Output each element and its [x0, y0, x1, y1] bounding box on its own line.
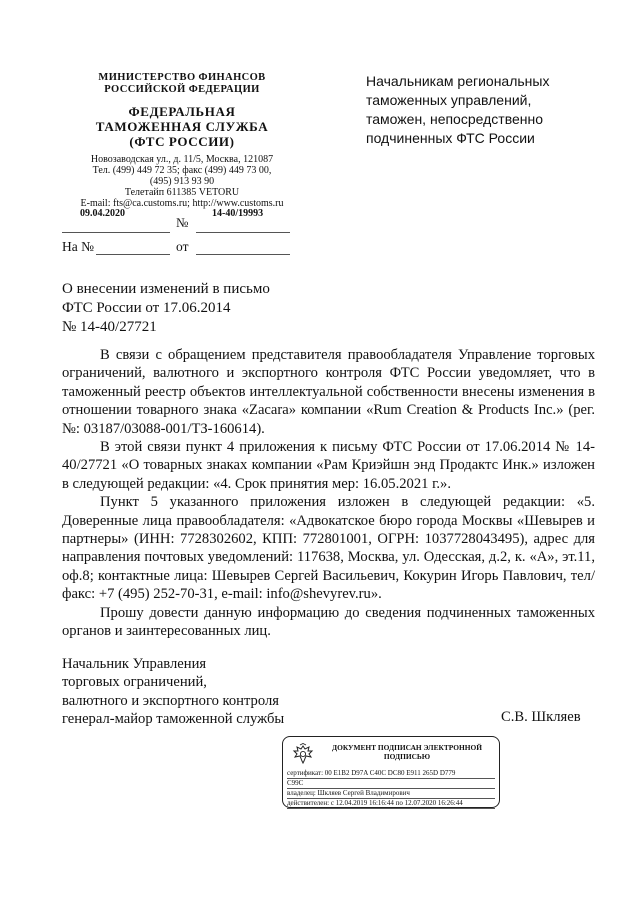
teletype-line: Телетайп 611385 VETORU	[124, 187, 240, 198]
number-underline	[196, 232, 290, 233]
validity-line: действителен: с 12.04.2019 16:16:44 по 12.07.2020 16:26:44	[287, 799, 495, 809]
addressee-line: таможенных управлений,	[366, 92, 532, 108]
signatory-line: валютного и экспортного контроля	[62, 692, 279, 709]
contact-block	[58, 154, 306, 209]
letter-number: 14-40/19993	[212, 208, 264, 219]
stamp-title	[321, 743, 493, 761]
service-line: ТАМОЖЕННАЯ СЛУЖБА	[95, 119, 269, 134]
addressee-line: таможен, непосредственно	[366, 111, 544, 127]
ministry-line: РОССИЙСКОЙ ФЕДЕРАЦИИ	[104, 84, 260, 95]
certificate-line: сертификат: 00 E1B2 D97A C40C DC80 E911 265D D779	[287, 769, 495, 779]
addressee-block	[366, 72, 606, 148]
ref-underline	[96, 254, 170, 255]
service-line: ФЕДЕРАЛЬНАЯ	[128, 104, 236, 119]
signatory-line: генерал-майор таможенной службы	[62, 711, 285, 728]
letter-body	[62, 346, 595, 641]
stamp-title-line: ДОКУМЕНТ ПОДПИСАН ЭЛЕКТРОННОЙ	[332, 743, 482, 752]
ministry-line: МИНИСТЕРСТВО ФИНАНСОВ	[98, 72, 266, 83]
signatory-title	[62, 655, 362, 729]
e-signature-stamp	[282, 736, 500, 808]
certificate-line-cont: C99C	[287, 779, 495, 789]
addressee-line: Начальникам региональных	[366, 73, 550, 89]
subject-line: № 14-40/27721	[62, 319, 157, 335]
stamp-title-line: ПОДПИСЬЮ	[383, 752, 431, 761]
service-heading	[58, 104, 306, 149]
date-underline	[62, 232, 170, 233]
from-label: от	[176, 239, 189, 254]
eagle-emblem-icon	[291, 743, 315, 765]
number-sign: №	[176, 215, 189, 230]
signatory-name: С.В. Шкляев	[501, 709, 581, 725]
subject-line: ФТС России от 17.06.2014	[62, 300, 231, 316]
email-line: E-mail: fts@ca.customs.ru; http://www.customs.ru	[80, 198, 284, 209]
owner-line: владелец: Шкляев Сергей Владимирович	[287, 789, 495, 799]
subject-line: О внесении изменений в письмо	[62, 281, 270, 297]
subject-block	[62, 280, 322, 337]
body-paragraph: В связи с обращением представителя правообладателя Управление торговых ограничений, валютного и экспортного контроля ФТС России уведомляет, что в таможенный реестр объектов интеллектуальной собственности внесены изменения в отношении товарного знака «Zacara» компании «Rum Creation & Products Inc.» (рег. №: 03187/03088-001/ТЗ-160614).	[62, 347, 595, 437]
service-line: (ФТС РОССИИ)	[129, 134, 235, 149]
phone-line: Тел. (499) 449 72 35; факс (499) 449 73 00,	[92, 165, 272, 176]
signatory-line: Начальник Управления	[62, 656, 207, 672]
body-paragraph: В этой связи пункт 4 приложения к письму ФТС России от 17.06.2014 № 14-40/27721 «О товарных знаках компании «Рам Криэйшн энд Продактс Инк.» изложен в следующей редакции: «4. Срок принятия мер: 16.05.2021 г.».	[62, 439, 595, 492]
body-paragraph: Пункт 5 указанного приложения изложен в следующей редакции: «5. Доверенные лица правообладателя: «Адвокатское бюро города Москвы «Шевырев и партнеры» (ИНН: 7728302602, КПП: 772801001, ОГРН: 1037728043495), адрес для направления почтовых уведомлений: 117638, Москва, ул. Одесская, д.2, к. «А», эт.11, оф.8; контактные лица: Шевырев Сергей Васильевич, Кокурин Игорь Павлович, тел/факс: +7 (495) 252-70-31, e-mail: info@shevyrev.ru».	[62, 494, 595, 603]
stamp-details	[287, 769, 495, 809]
signatory-line: торговых ограничений,	[62, 674, 207, 691]
letter-date: 09.04.2020	[80, 208, 125, 219]
addressee-line: подчиненных ФТС России	[366, 130, 535, 146]
ministry-heading	[58, 72, 306, 96]
address-line: Новозаводская ул., д. 11/5, Москва, 121087	[90, 154, 274, 165]
ref-label: На №	[62, 239, 94, 254]
phone-line: (495) 913 93 90	[149, 176, 215, 187]
body-paragraph: Прошу довести данную информацию до сведения подчиненных таможенных органов и заинтересованных лиц.	[62, 604, 595, 640]
from-underline	[196, 254, 290, 255]
